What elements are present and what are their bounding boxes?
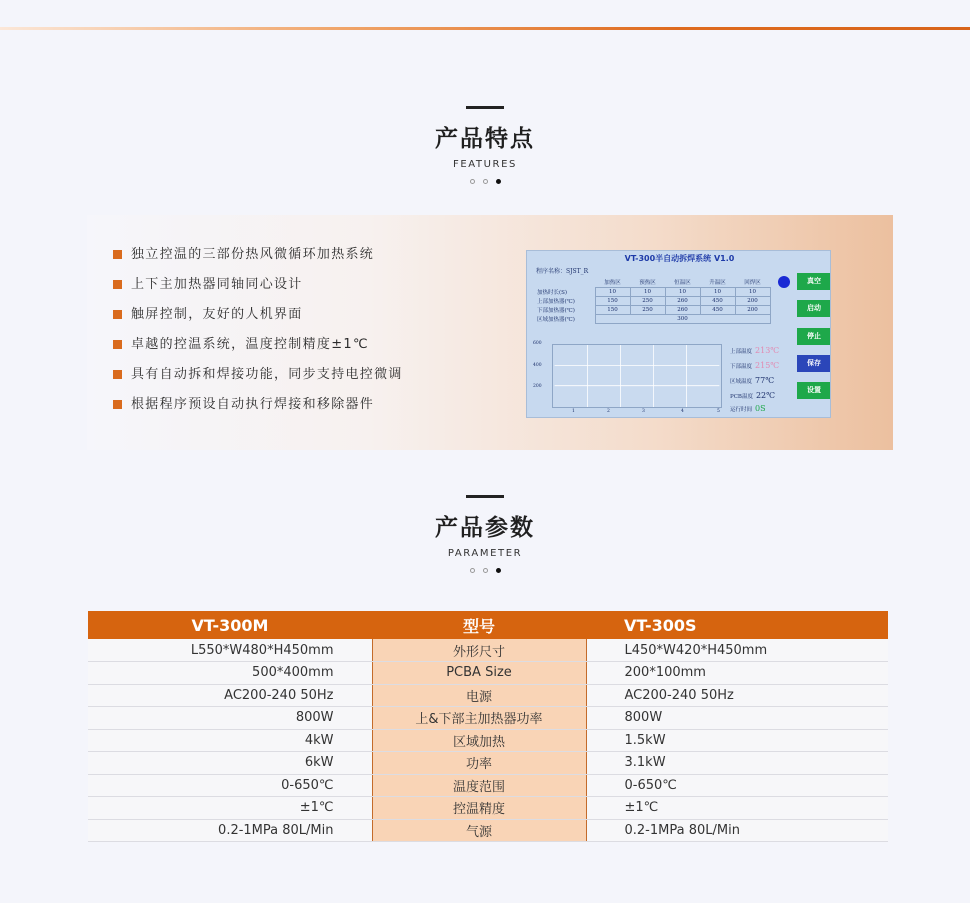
table-header-row	[88, 611, 888, 639]
screen-save-button: 保存	[797, 355, 831, 372]
bullet-square-icon	[113, 370, 122, 379]
features-title: 产品特点	[435, 126, 535, 152]
bullet-square-icon	[113, 280, 122, 289]
screen-start-button: 启动	[797, 300, 831, 317]
plot-x-tick: 5	[717, 409, 720, 414]
plot-x-tick: 2	[607, 409, 610, 414]
dot	[470, 179, 475, 184]
feature-item: 独立控温的三部份热风微循环加热系统	[113, 247, 403, 277]
feature-item: 触屏控制，友好的人机界面	[113, 307, 403, 337]
carousel-dots	[0, 568, 970, 573]
table-row: 6kW 功率 3.1kW	[88, 752, 888, 775]
table-row: 800W 上&下部主加热器功率 800W	[88, 707, 888, 730]
plot-y-tick: 200	[533, 384, 542, 389]
dot-active	[496, 179, 501, 184]
table-row: L550*W480*H450mm 外形尺寸 L450*W420*H450mm	[88, 639, 888, 662]
column-header-vt300s: VT-300S	[586, 611, 888, 639]
params-header	[0, 495, 970, 573]
plot-x-tick: 1	[572, 409, 575, 414]
features-subtitle: FEATURES	[453, 159, 517, 170]
plot-y-tick: 400	[533, 363, 542, 368]
screen-profile-table: 加热区 预热区 恒温区 升温区 回焊区 加热时长(S) 10 10 10 10 10 上部加热器(℃) 150 250 260 450 200 下部加热器(℃) 150 250 260 450 200 区域加热器(℃) 300	[535, 278, 771, 324]
reading-lower-temp: 下部温度 215℃	[730, 361, 780, 370]
touchscreen-image	[526, 250, 831, 418]
table-row: 4kW 区域加热 1.5kW	[88, 729, 888, 752]
plot-x-tick: 4	[681, 409, 684, 414]
screen-stop-button: 停止	[797, 328, 831, 345]
feature-item: 具有自动拆和焊接功能，同步支持电控微调	[113, 367, 403, 397]
dot	[483, 568, 488, 573]
table-row: ±1℃ 控温精度 ±1℃	[88, 797, 888, 820]
dot	[470, 568, 475, 573]
title-bar	[466, 106, 504, 109]
reading-runtime: 运行时间 0S	[730, 404, 766, 413]
title-bar	[466, 495, 504, 498]
column-header-model: 型号	[372, 611, 586, 639]
screen-program: 程序名称：SJST_R	[536, 268, 589, 275]
feature-item: 上下主加热器同轴同心设计	[113, 277, 403, 307]
feature-item: 卓越的控温系统，温度控制精度±1℃	[113, 337, 403, 367]
bullet-square-icon	[113, 340, 122, 349]
reading-zone-temp: 区域温度 77℃	[730, 376, 775, 385]
params-subtitle: PARAMETER	[447, 548, 523, 559]
params-title: 产品参数	[435, 515, 535, 541]
feature-list	[113, 247, 403, 427]
table-row: 0-650℃ 温度范围 0-650℃	[88, 774, 888, 797]
plot-y-tick: 600	[533, 341, 542, 346]
dot-active	[496, 568, 501, 573]
status-indicator-icon	[778, 276, 790, 288]
features-band	[87, 215, 893, 450]
parameter-table	[88, 611, 888, 842]
table-row: 500*400mm PCBA Size 200*100mm	[88, 662, 888, 685]
screen-settings-button: 设置	[797, 382, 831, 399]
reading-pcb-temp: PCB温度 22℃	[730, 391, 776, 400]
bullet-square-icon	[113, 400, 122, 409]
screen-title: VT-300半自动拆焊系统 V1.0	[624, 254, 735, 263]
table-row: 0.2-1MPa 80L/Min 气源 0.2-1MPa 80L/Min	[88, 819, 888, 842]
features-header	[0, 106, 970, 184]
bullet-square-icon	[113, 250, 122, 259]
table-row: AC200-240 50Hz 电源 AC200-240 50Hz	[88, 684, 888, 707]
dot	[483, 179, 488, 184]
temperature-plot	[552, 344, 722, 408]
screen-vacuum-button: 真空	[797, 273, 831, 290]
reading-upper-temp: 上部温度 213℃	[730, 346, 780, 355]
top-accent-line	[0, 27, 970, 30]
bullet-square-icon	[113, 310, 122, 319]
column-header-vt300m: VT-300M	[88, 611, 372, 639]
carousel-dots	[0, 179, 970, 184]
plot-x-tick: 3	[642, 409, 645, 414]
feature-item: 根据程序预设自动执行焊接和移除器件	[113, 397, 403, 427]
